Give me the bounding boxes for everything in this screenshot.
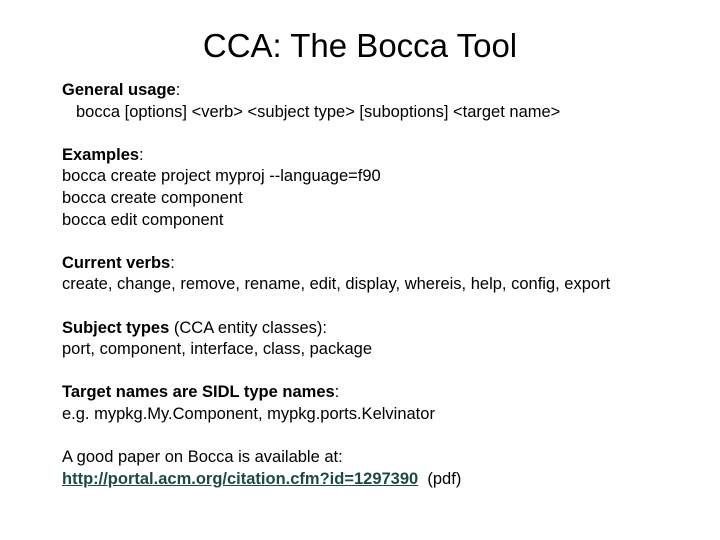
current-verbs-heading-line (62, 253, 702, 275)
target-names-example: e.g. mypkg.My.Component, mypkg.ports.Kelvinator (62, 404, 435, 423)
paper-section (62, 447, 702, 490)
example-line: bocca edit component (62, 210, 224, 229)
paper-link[interactable]: http://portal.acm.org/citation.cfm?id=1297390 (62, 469, 419, 488)
subject-types-heading-line (62, 318, 702, 340)
general-usage-syntax: bocca [options] <verb> <subject type> [suboptions] <target name> (76, 102, 561, 121)
current-verbs-section (62, 253, 702, 296)
general-usage-heading: General usage (62, 81, 176, 99)
examples-heading: Examples (62, 145, 140, 164)
example-line: bocca create component (62, 188, 243, 207)
subject-types-list: port, component, interface, class, package (62, 340, 373, 359)
subject-types-heading: Subject types (62, 318, 170, 337)
target-names-heading: Target names are SIDL type names (62, 383, 335, 402)
subject-types-note: (CCA entity classes): (169, 318, 328, 337)
examples-colon: : (139, 145, 144, 164)
examples-heading-line (62, 145, 702, 167)
examples-section (62, 145, 702, 231)
current-verbs-heading: Current verbs (62, 253, 171, 272)
target-names-colon: : (334, 383, 340, 402)
example-line: bocca create project myproj --language=f90 (62, 167, 381, 186)
current-verbs-colon: : (170, 253, 175, 272)
general-usage-colon: : (175, 81, 181, 99)
general-usage-heading-line (62, 80, 702, 102)
slide-content (62, 80, 702, 490)
general-usage-section (62, 80, 702, 123)
target-names-section (62, 382, 702, 425)
subject-types-section (62, 318, 702, 361)
paper-format-note: (pdf) (418, 469, 462, 488)
paper-link-line (62, 469, 702, 491)
paper-intro: A good paper on Bocca is available at: (62, 448, 343, 467)
target-names-heading-line (62, 382, 702, 404)
current-verbs-list: create, change, remove, rename, edit, display, whereis, help, config, export (62, 275, 611, 294)
slide-title: CCA: The Bocca Tool (202, 27, 518, 64)
